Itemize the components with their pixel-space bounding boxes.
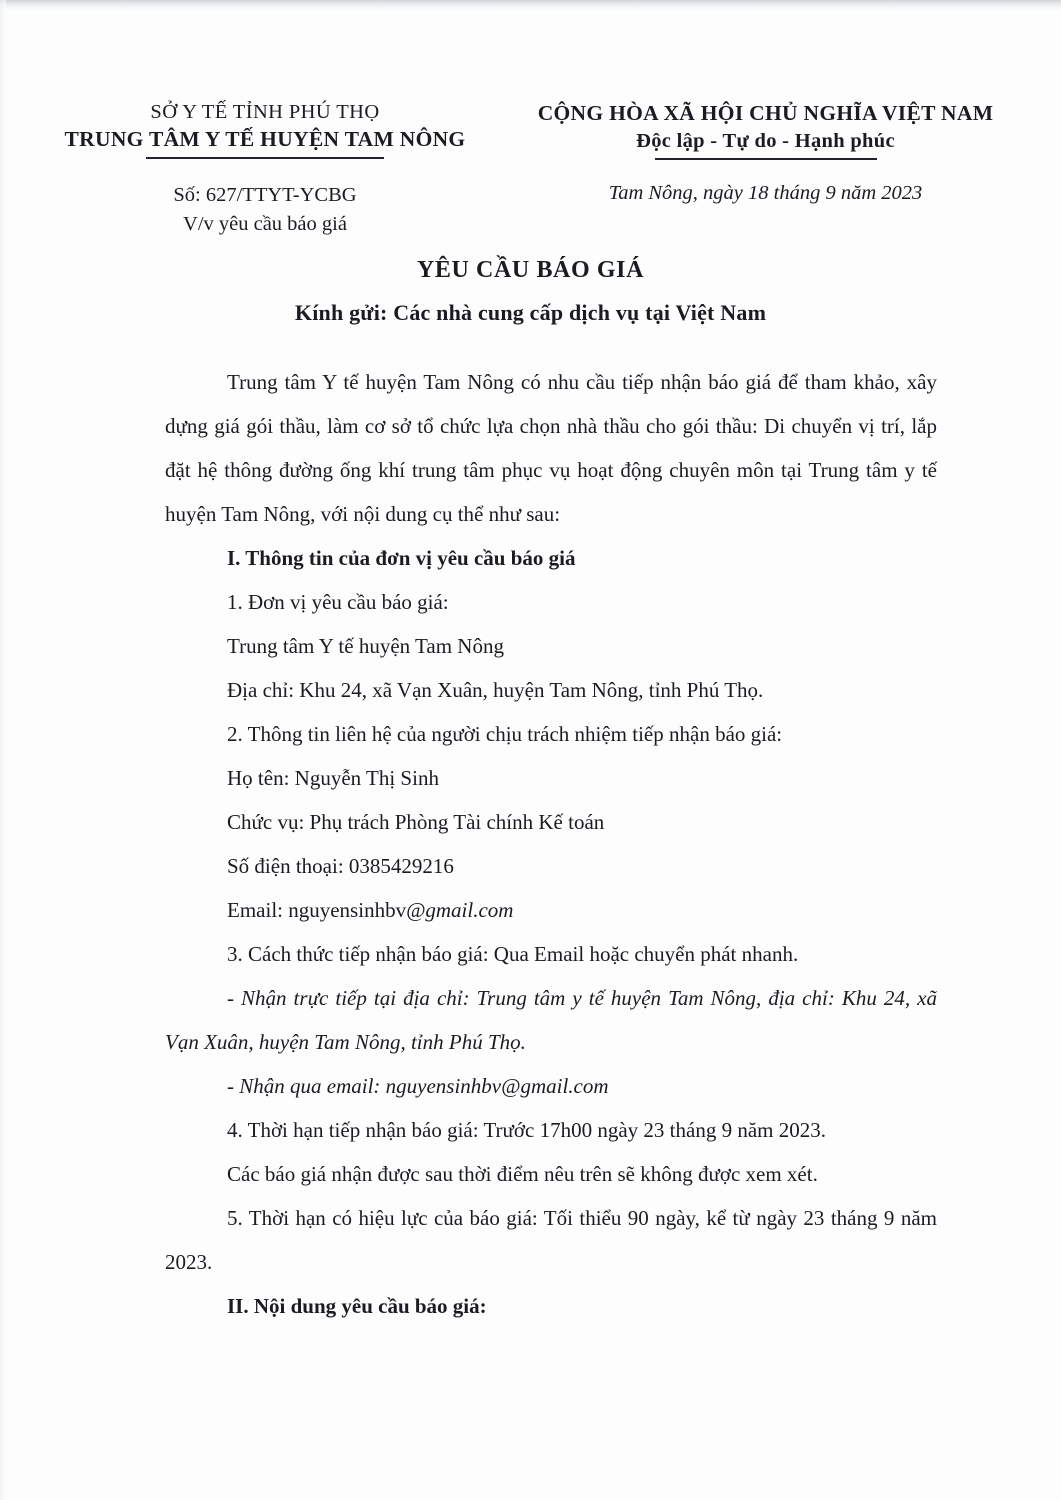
page-title: YÊU CẦU BÁO GIÁ <box>416 257 644 283</box>
contact-phone: Số điện thoại: 0385429216 <box>227 854 454 878</box>
section-heading-i: I. Thông tin của đơn vị yêu cầu báo giá <box>227 546 576 570</box>
contact-position: Chức vụ: Phụ trách Phòng Tài chính Kế toán <box>227 810 605 834</box>
document-header <box>0 100 1061 240</box>
item-3-sub-email-label: - Nhận qua email: <box>227 1074 381 1098</box>
scan-edge-top <box>0 0 1061 10</box>
item-1-organization: Trung tâm Y tế huyện Tam Nông <box>227 634 504 658</box>
contact-full-name: Họ tên: Nguyễn Thị Sinh <box>227 766 439 790</box>
addressee-line: Kính gửi: Các nhà cung cấp dịch vụ tại Việt Nam <box>294 300 767 325</box>
item-3-sub-email-value: nguyensinhbv@gmail.com <box>385 1074 609 1098</box>
national-motto: Độc lập - Tự do - Hạnh phúc <box>636 129 895 152</box>
header-left-block <box>30 100 500 240</box>
header-right-block <box>500 100 1061 240</box>
header-right-rule <box>655 158 877 160</box>
item-3-sub-email-line <box>165 1064 937 1108</box>
contact-email-line <box>165 888 937 932</box>
intro-paragraph: Trung tâm Y tế huyện Tam Nông có nhu cầu tiếp nhận báo giá để tham khảo, xây dựng giá gói thầu, làm cơ sở tổ chức lựa chọn nhà thầu cho gói thầu: Di chuyển vị trí, lắp đặt hệ thông đường ống khí trung tâm phục vụ hoạt động chuyên môn tại Trung tâm y tế huyện Tam Nông, với nội dung cụ thể như sau: <box>165 370 937 526</box>
item-1-label: 1. Đơn vị yêu cầu báo giá: <box>227 590 449 614</box>
document-subject-ref: V/v yêu cầu báo giá <box>183 213 347 236</box>
item-4-note: Các báo giá nhận được sau thời điểm nêu trên sẽ không được xem xét. <box>227 1162 818 1186</box>
item-3-label: 3. Cách thức tiếp nhận báo giá: Qua Email hoặc chuyển phát nhanh. <box>227 942 799 966</box>
document-number: Số: 627/TTYT-YCBG <box>173 183 357 206</box>
issuing-authority: SỞ Y TẾ TỈNH PHÚ THỌ <box>150 101 380 123</box>
place-and-date: Tam Nông, ngày 18 tháng 9 năm 2023 <box>608 181 923 204</box>
national-title: CỘNG HÒA XÃ HỘI CHỦ NGHĨA VIỆT NAM <box>537 101 994 125</box>
item-4-deadline: 4. Thời hạn tiếp nhận báo giá: Trước 17h00 ngày 23 tháng 9 năm 2023. <box>227 1118 826 1142</box>
contact-email-domain: @gmail.com <box>406 898 514 922</box>
item-2-label: 2. Thông tin liên hệ của người chịu trách nhiệm tiếp nhận báo giá: <box>227 722 783 746</box>
document-body <box>165 360 937 1328</box>
item-1-address: Địa chỉ: Khu 24, xã Vạn Xuân, huyện Tam Nông, tỉnh Phú Thọ. <box>227 678 764 702</box>
section-heading-ii: II. Nội dung yêu cầu báo giá: <box>227 1294 487 1318</box>
item-3-sub-direct-delivery: - Nhận trực tiếp tại địa chỉ: Trung tâm y tế huyện Tam Nông, địa chỉ: Khu 24, xã Vạn Xuân, huyện Tam Nông, tỉnh Phú Thọ. <box>165 986 937 1054</box>
issuing-organization: TRUNG TÂM Y TẾ HUYỆN TAM NÔNG <box>64 126 466 151</box>
header-left-rule <box>146 157 384 159</box>
item-5-validity: 5. Thời hạn có hiệu lực của báo giá: Tối thiểu 90 ngày, kể từ ngày 23 tháng 9 năm 2023. <box>165 1206 937 1274</box>
contact-email-local: Email: nguyensinhbv <box>227 898 407 922</box>
